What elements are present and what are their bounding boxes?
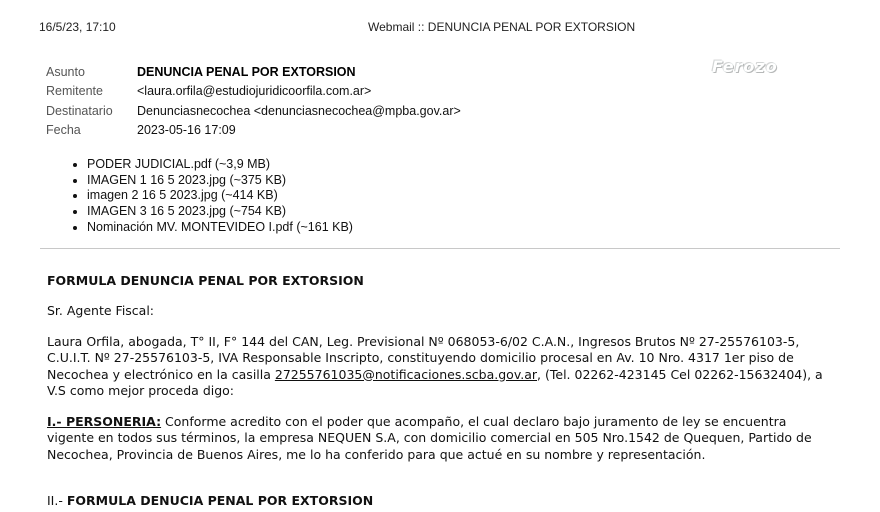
- intro-paragraph: [47, 334, 837, 399]
- date-label: Fecha: [46, 123, 81, 138]
- section2-heading: [47, 493, 847, 509]
- recipient-label: Destinatario: [46, 103, 113, 118]
- divider: [40, 248, 840, 249]
- subject-label: Asunto: [46, 64, 85, 79]
- attachment-list: [67, 157, 353, 236]
- sender-label: Remitente: [46, 84, 103, 99]
- salutation: Sr. Agente Fiscal:: [47, 303, 155, 318]
- subject-value: DENUNCIA PENAL POR EXTORSION: [137, 64, 356, 79]
- ferozo-logo: Ferozo: [712, 57, 778, 76]
- attachment-item[interactable]: • Nominación MV. MONTEVIDEO I.pdf (~161 KB): [87, 220, 353, 236]
- attachment-item[interactable]: • IMAGEN 3 16 5 2023.jpg (~754 KB): [87, 204, 353, 220]
- personeria-paragraph: [47, 414, 837, 463]
- salutation-wrap: [47, 303, 847, 319]
- message-heading: FORMULA DENUNCIA PENAL POR EXTORSION: [47, 273, 364, 288]
- attachment-item[interactable]: • IMAGEN 1 16 5 2023.jpg (~375 KB): [87, 173, 353, 189]
- notification-email-link[interactable]: 27255761035@notificaciones.scba.gov.ar: [274, 366, 538, 382]
- sender-value[interactable]: <laura.orfila@estudiojuridicoorfila.com.ar>: [137, 84, 372, 99]
- sender-row: [46, 82, 461, 102]
- print-date: 16/5/23, 17:10: [39, 20, 116, 34]
- message-heading-wrap: [47, 273, 847, 289]
- section1-title: I.- PERSONERIA:: [47, 414, 162, 429]
- date-value: 2023-05-16 17:09: [137, 123, 236, 138]
- intro-text-end: , (Tel. 02262-423145 Cel 02262-15632404), a V.S como mejor proceda digo:: [47, 366, 823, 398]
- section1-text: Conforme acredito con el poder que acompaño, el cual declaro bajo juramento de ley se encuentra vigente en todos sus términos, la empresa NEQUEN S.A, con domicilio comercial en 505 Nro.1542 de Quequen, Partido de Necochea, Provincia de Buenos Aires, me lo ha conferido para que actué en su nombre y representación.: [47, 414, 812, 462]
- attachment-item[interactable]: • imagen 2 16 5 2023.jpg (~414 KB): [87, 188, 353, 204]
- section2-title: FORMULA DENUCIA PENAL POR EXTORSION: [66, 493, 374, 508]
- recipient-row: [46, 101, 461, 121]
- attachment-item[interactable]: • PODER JUDICIAL.pdf (~3,9 MB): [87, 157, 353, 173]
- intro-text: Laura Orfila, abogada, T° II, F° 144 del CAN, Leg. Previsional Nº 068053-6/02 C.A.N., Ingresos Brutos Nº 27-25576103-5, C.U.I.T. Nº 27-25576103-5, IVA Responsable Inscripto, constituyendo domicilio procesal en Av. 10 Nro. 4317 1er piso de Necochea y electrónico en la casilla: [47, 334, 800, 382]
- section2-number: II.-: [47, 493, 67, 508]
- window-title: Webmail :: DENUNCIA PENAL POR EXTORSION: [368, 20, 636, 34]
- recipient-value[interactable]: Denunciasnecochea <denunciasnecochea@mpba.gov.ar>: [137, 103, 461, 118]
- subject-row: [46, 62, 461, 82]
- print-header: [24, 20, 856, 36]
- date-row: [46, 121, 461, 141]
- email-meta: [46, 62, 461, 140]
